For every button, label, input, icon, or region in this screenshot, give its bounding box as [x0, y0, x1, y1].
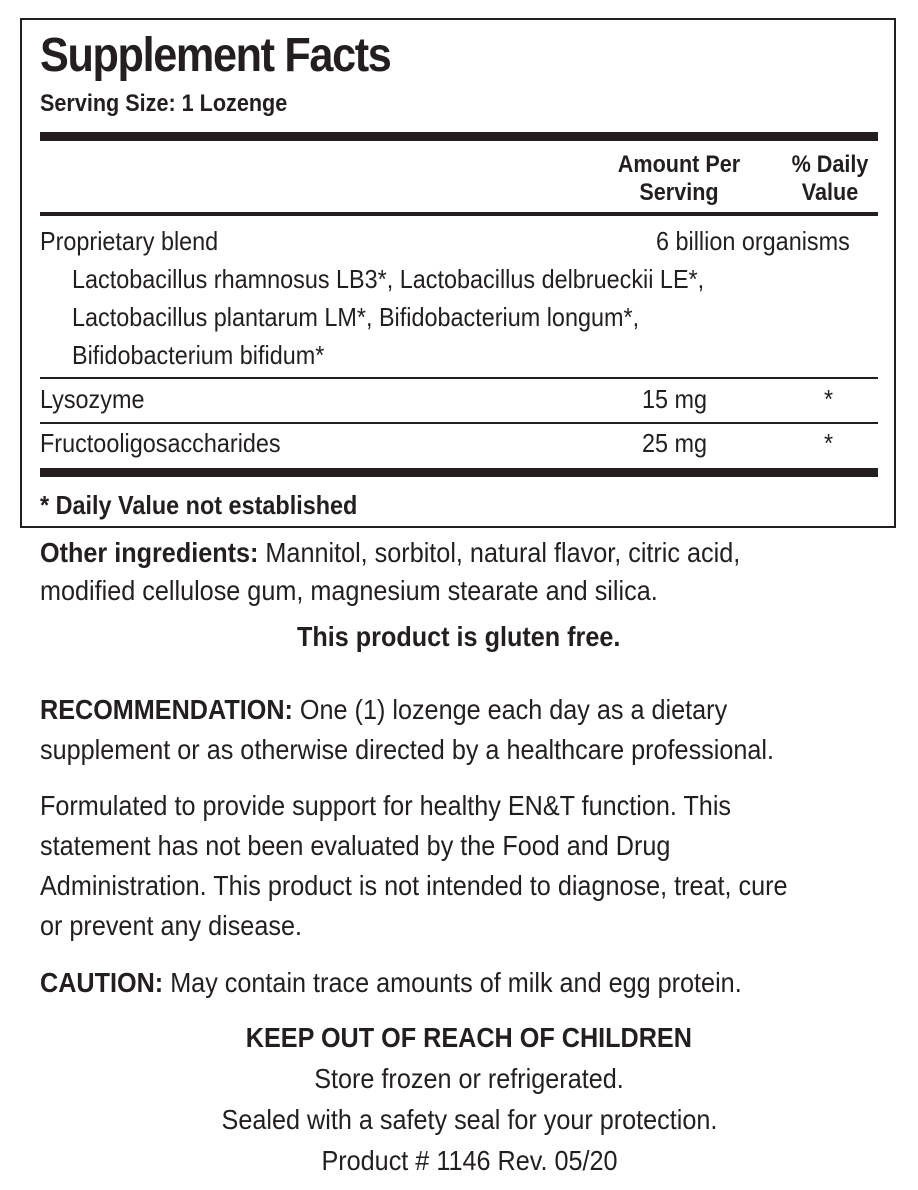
- product-info: Product # 1146 Rev. 05/20: [320, 1145, 618, 1176]
- blend-ingredients: [72, 260, 819, 374]
- storage-instructions: Store frozen or refrigerated.: [314, 1063, 624, 1094]
- safety-seal-note: Sealed with a safety seal for your protection.: [221, 1104, 717, 1135]
- other-ingredients-label: Other ingredients:: [40, 537, 259, 568]
- keep-out-warning: KEEP OUT OF REACH OF CHILDREN: [245, 1022, 693, 1053]
- facts-title: Supplement Facts: [40, 29, 391, 82]
- other-ingredients: [40, 534, 814, 610]
- other-ingredients-text: Mannitol, sorbitol, natural flavor, citric acid, modified cellulose gum, magnesium stearate and silica.: [40, 537, 741, 606]
- row-lysozyme-dv: *: [824, 384, 834, 414]
- row-lysozyme-amount: 15 mg: [642, 384, 708, 414]
- supplement-facts-panel: [20, 18, 896, 528]
- row-proprietary-blend-amount: 6 billion organisms: [656, 226, 850, 256]
- fda-statement: Formulated to provide support for healthy EN&T function. This statement has not been evaluated by the Food and Drug Administration. This product is not intended to diagnose, treat, cure or prevent any disease.: [40, 790, 788, 941]
- row-fos-amount: 25 mg: [642, 428, 708, 458]
- thick-divider-top: [40, 132, 878, 141]
- recommendation: [40, 690, 814, 770]
- recommendation-label: RECOMMENDATION:: [40, 694, 293, 725]
- thick-divider-bottom: [40, 468, 878, 477]
- row-fos-name: Fructooligosaccharides: [40, 428, 281, 458]
- caution: [40, 963, 814, 1003]
- row-lysozyme-name: Lysozyme: [40, 384, 145, 414]
- caution-text: May contain trace amounts of milk and egg protein.: [163, 967, 742, 998]
- row-fos-dv: *: [824, 428, 834, 458]
- blend-line: Bifidobacterium bifidum*: [72, 340, 325, 370]
- daily-value-header: % Daily Value: [791, 151, 869, 206]
- caution-label: CAUTION:: [40, 967, 164, 998]
- header-divider: [40, 212, 878, 216]
- blend-line: Lactobacillus plantarum LM*, Bifidobacterium longum*,: [72, 302, 640, 332]
- recommendation-text: One (1) lozenge each day as a dietary supplement or as otherwise directed by a healthcare professional.: [40, 694, 775, 765]
- row-divider: [40, 422, 878, 424]
- gluten-free-statement: This product is gluten free.: [297, 621, 621, 652]
- serving-size: Serving Size: 1 Lozenge: [40, 90, 288, 117]
- row-divider: [40, 377, 878, 379]
- row-proprietary-blend-name: Proprietary blend: [40, 226, 219, 256]
- daily-value-footnote: * Daily Value not established: [40, 490, 358, 520]
- amount-per-serving-header: Amount Per Serving: [617, 151, 741, 206]
- blend-line: Lactobacillus rhamnosus LB3*, Lactobacillus delbrueckii LE*,: [72, 264, 705, 294]
